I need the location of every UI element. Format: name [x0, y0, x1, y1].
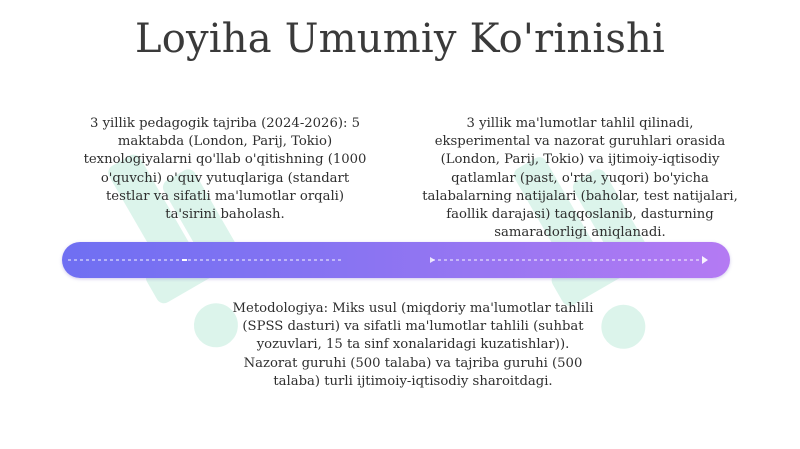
methodology-text: Metodologiya: Miks usul (miqdoriy ma'lumotlar tahlili (SPSS dasturi) va sifatli ma'lumotlar tahlili (suhbat yozuvlari, 15 ta sinf xonalaridagi kuzatishlar)). Nazorat guruhi (500 talaba) va tajriba guruhi (500 talaba) turli ijtimoiy-iqtisodiy sharoitdagi. [232, 301, 594, 389]
timeline-bar [62, 242, 730, 278]
analysis-description-text: 3 yillik ma'lumotlar tahlil qilinadi, eksperimental va nazorat guruhlari orasida (London, Parij, Tokio) va ijtimoiy-iqtisodiy qatlamlar (past, o'rta, yuqori) bo'yicha talabalarning natijalari (baholar, test natijalari, faollik darajasi) taqqoslanib, dasturning samaradorligi aniqlanadi. [422, 116, 738, 241]
page-title: Loyiha Umumiy Ko'rinishi [134, 16, 666, 62]
project-summary-text: 3 yillik pedagogik tajriba (2024-2026): 5 maktabda (London, Parij, Tokio) texnologiyalarni qo'llab o'qitishning (1000 o'quvchi) o'quv yutuqlariga (standart testlar va sifatli ma'lumotlar orqali) ta'sirini baholash. [83, 116, 367, 223]
timeline-dashes [62, 242, 730, 278]
